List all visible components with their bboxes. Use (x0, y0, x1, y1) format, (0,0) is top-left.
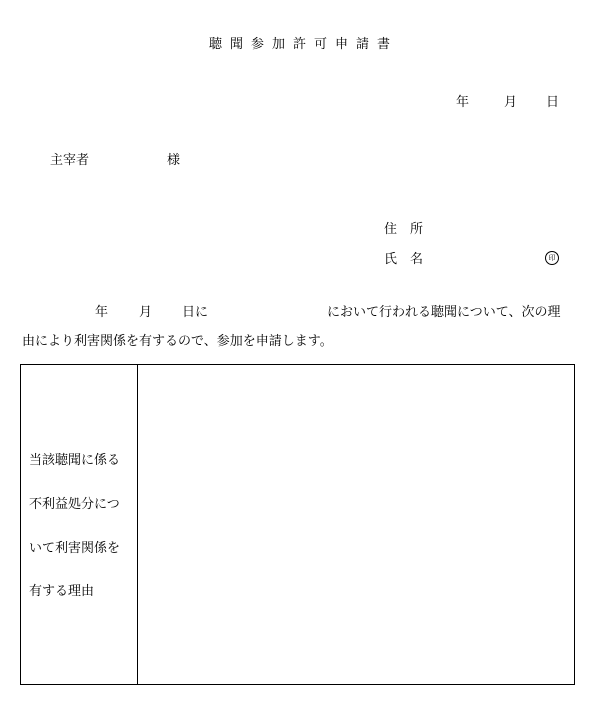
date-year-label: 年 (456, 95, 470, 110)
name-label: 氏 名 (384, 252, 424, 267)
seal-mark: 印 (545, 251, 559, 265)
body-line2-text: 由により利害関係を有するので、参加を申請します。 (22, 334, 333, 349)
date-month-label: 月 (504, 95, 518, 110)
reason-label-line-2: 不利益処分につ (29, 497, 120, 512)
reason-label-line-4: 有する理由 (29, 584, 95, 599)
reason-label-line-3: いて利害関係を (29, 541, 121, 556)
document-title: 聴聞参加許可申請書 (208, 37, 398, 52)
address-label: 住 所 (384, 222, 424, 237)
body-day: 日に (182, 305, 209, 320)
body-line1-text: において行われる聴聞について、次の理 (327, 305, 561, 320)
honorific-label: 様 (167, 153, 181, 168)
reason-answer-area[interactable] (138, 365, 574, 684)
date-day-label: 日 (546, 95, 560, 110)
host-label: 主宰者 (50, 153, 90, 168)
reason-table (20, 364, 575, 685)
body-month: 月 (139, 305, 153, 320)
reason-label-line-1: 当該聴聞に係る (29, 453, 121, 468)
body-year: 年 (95, 305, 109, 320)
